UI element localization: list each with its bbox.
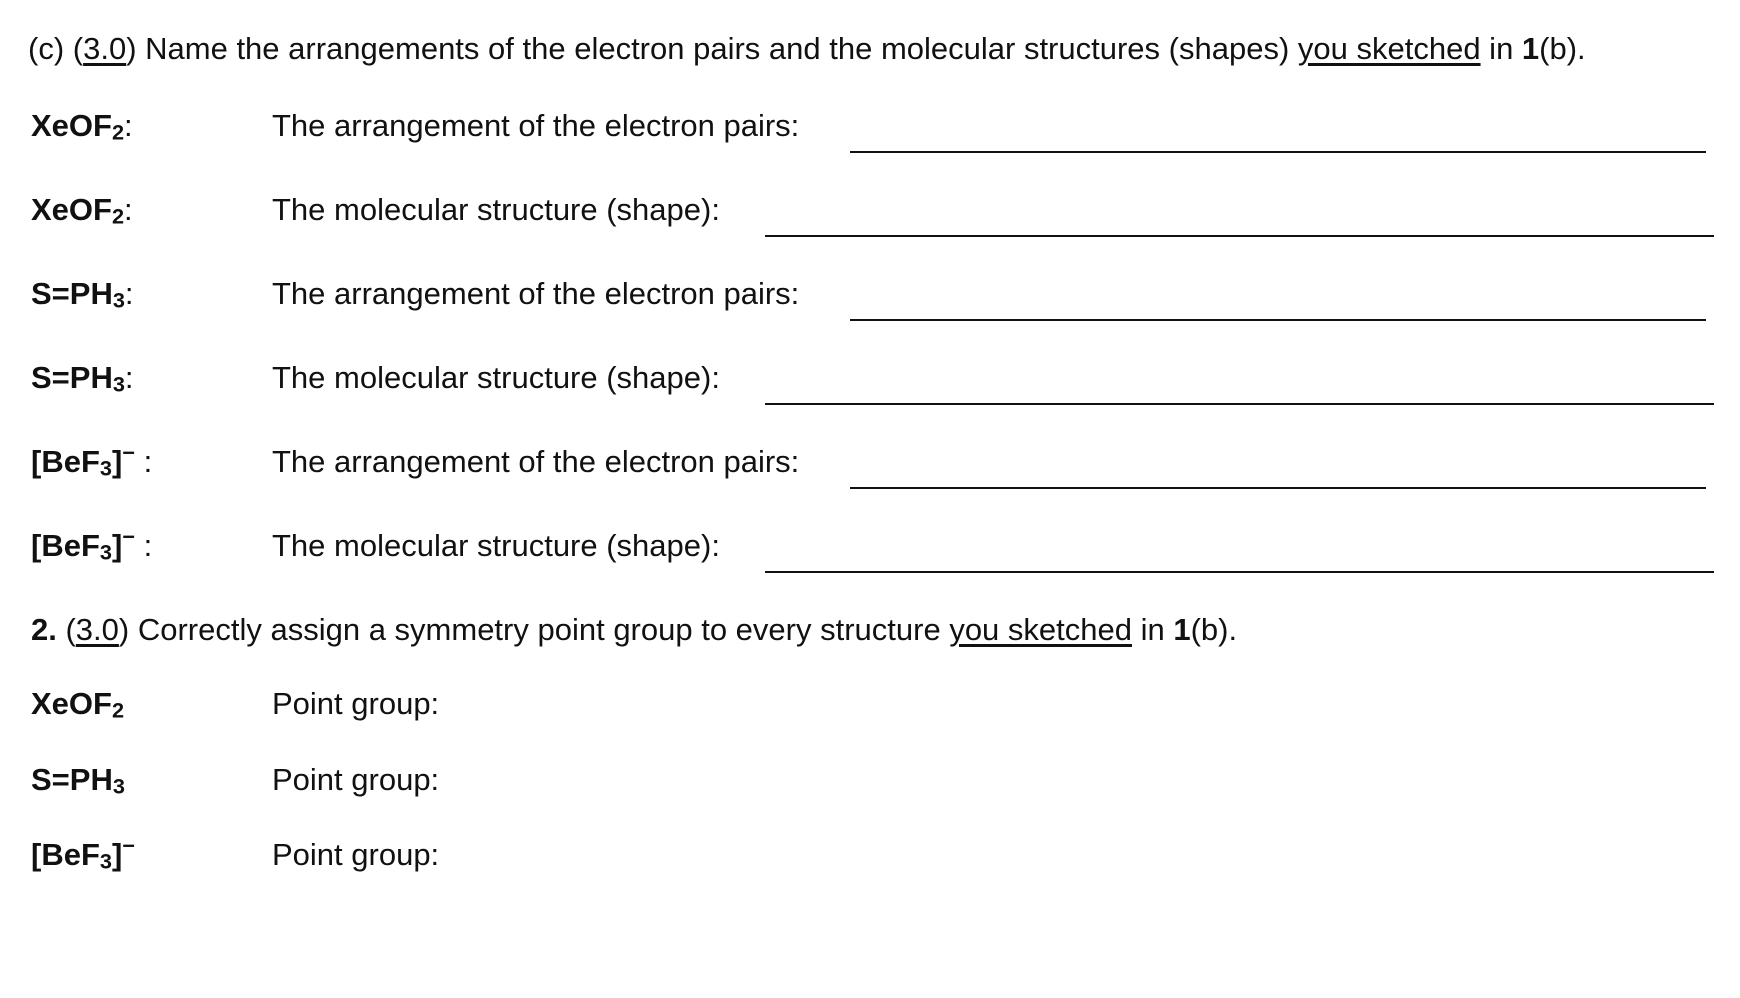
point-group-label: Point group:	[272, 837, 440, 872]
formula-sph3-label: $S=PH_3$:	[31, 276, 134, 313]
structure-prompt: The molecular structure (shape):	[272, 360, 720, 395]
underlined-phrase: you sketched	[949, 612, 1132, 647]
arrangement-prompt: The arrangement of the electron pairs:	[272, 444, 800, 479]
question-2: 2. (3.0) Correctly assign a symmetry point group to every structure you sketched in 1(b).	[31, 612, 1238, 647]
formula-bef3-label: [BeF$_3$]− :	[31, 440, 153, 481]
answer-blank-sph3-structure[interactable]	[765, 403, 1714, 405]
points-value: 3.0	[75, 612, 119, 647]
points-value: 3.0	[83, 31, 127, 66]
question-number: 2.	[31, 612, 57, 647]
answer-blank-bef3-arrangement[interactable]	[850, 487, 1706, 489]
answer-blank-xeof2-structure[interactable]	[765, 235, 1714, 237]
answer-blank-sph3-arrangement[interactable]	[850, 319, 1706, 321]
formula-bef3-label: [BeF$_3$]−	[31, 833, 135, 874]
structure-prompt: The molecular structure (shape):	[272, 192, 720, 227]
answer-blank-xeof2-arrangement[interactable]	[850, 151, 1706, 153]
formula-xeof2-label: XeOF$_2$:	[31, 192, 133, 229]
formula-xeof2-label: XeOF$_2$:	[31, 108, 133, 145]
formula-bef3-label: [BeF$_3$]− :	[31, 524, 153, 565]
arrangement-prompt: The arrangement of the electron pairs:	[272, 276, 800, 311]
formula-xeof2-label: XeOF$_2$	[31, 686, 125, 723]
point-group-label: Point group:	[272, 762, 440, 797]
underlined-phrase: you sketched	[1297, 31, 1481, 66]
part-c-question: (c) (3.0) Name the arrangements of the electron pairs and the molecular structures (shapes) you sketched in 1(b).	[28, 31, 1586, 66]
formula-sph3-label: $S=PH_3$:	[31, 360, 134, 397]
arrangement-prompt: The arrangement of the electron pairs:	[272, 108, 800, 143]
structure-prompt: The molecular structure (shape):	[272, 528, 720, 563]
formula-sph3-label: $S=PH_3$	[31, 762, 125, 799]
answer-blank-bef3-structure[interactable]	[765, 571, 1714, 573]
point-group-label: Point group:	[272, 686, 440, 721]
